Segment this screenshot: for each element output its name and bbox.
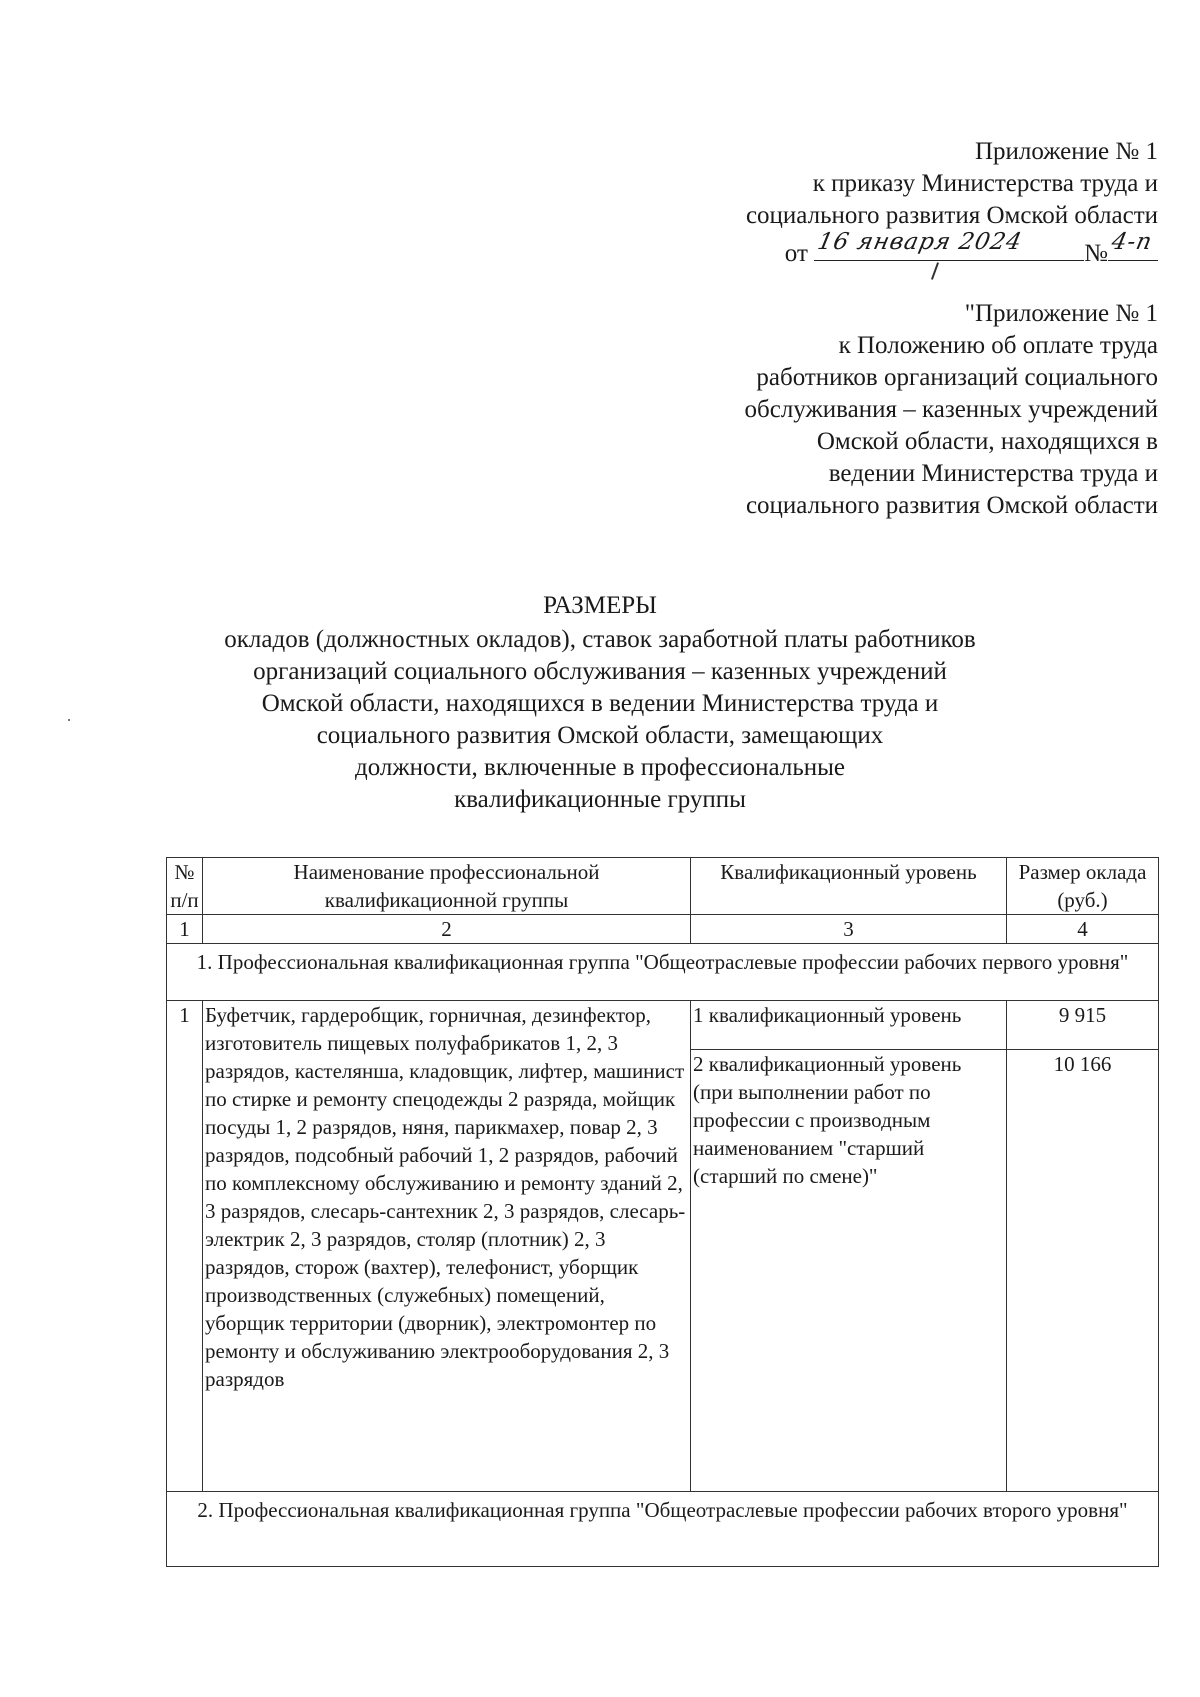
handwritten-date: 16 января 2024 [815,229,1025,255]
subtitle-line: Омской области, находящихся в ведении Министерства труда и [261,690,939,717]
subtitle-line: квалификационные группы [454,786,746,813]
group-heading: 2. Профессиональная квалификационная группа "Общеотраслевые профессии рабочих второго уровня" [167,1492,1159,1567]
number-underline [1108,229,1158,261]
regulation-header-line: обслуживания – казенных учреждений [744,396,1158,423]
subtitle-line: должности, включенные в профессиональные [354,754,846,781]
subtitle-line: социального развития Омской области, замещающих [316,722,884,749]
column-number-row [167,915,1159,944]
col-number: 4 [1007,915,1159,944]
date-underline [814,229,1084,261]
level-2: 2 квалификационный уровень (при выполнении работ по профессии с производным наименованием "старший (старший по смене)" [691,1049,1006,1190]
salary-2: 10 166 [1007,1049,1158,1078]
regulation-header-line: к Положению об оплате труда [838,332,1158,359]
order-header-line: Приложение № 1 [974,138,1158,165]
col-number: 2 [203,915,691,944]
document-title: РАЗМЕРЫ [543,592,657,619]
header-num: № п/п [167,858,203,915]
row-number: 1 [167,1001,203,1492]
group-heading-row [167,944,1159,1001]
positions-list: Буфетчик, гардеробщик, горничная, дезинфектор, изготовитель пищевых полуфабрикатов 1, 2, 3 разрядов, кастелянша, кладовщик, лифтер, машинист по стирке и ремонту спецодежды 2 разряда, мойщик посуды 1, 2 разрядов, няня, парикмахер, повар 2, 3 разрядов, подсобный рабочий 1, 2 разрядов, рабочий по комплексному обслуживанию и ремонту зданий 2, 3 разрядов, слесарь-сантехник 2, 3 разрядов, слесарь-электрик 2, 3 разрядов, столяр (плотник) 2, 3 разрядов, сторож (вахтер), телефонист, уборщик производственных (служебных) помещений, уборщик территории (дворник), электромонтер по ремонту и обслуживанию электрооборудования 2, 3 разрядов [203,1001,691,1492]
regulation-header [745,298,1158,522]
order-header-line: к приказу Министерства труда и [812,170,1158,197]
group-heading-row [167,1492,1159,1567]
regulation-header-line: Омской области, находящихся в [816,428,1158,455]
salary-1: 9 915 [1058,1003,1107,1027]
regulation-header-line: работников организаций социального [756,364,1158,391]
regulation-header-line: "Приложение № 1 [964,300,1158,327]
subtitle-line: окладов (должностных окладов), ставок заработной платы работников [224,626,976,653]
header-level: Квалификационный уровень [691,858,1007,915]
header-name: Наименование профессиональной квалификационной группы [203,858,691,915]
col-number: 1 [167,915,203,944]
salary-table [166,857,1159,1567]
number-prefix: № [1084,240,1108,267]
subtitle-line: организаций социального обслуживания – казенных учреждений [253,658,947,685]
col-number: 3 [691,915,1007,944]
scan-speck [68,719,70,721]
pen-mark [931,262,939,280]
order-header-line: социального развития Омской области [745,202,1158,229]
level-cell [691,1001,1007,1492]
document-subtitle [0,624,1200,816]
table-header-row [167,858,1159,915]
order-date-line [746,229,1158,270]
regulation-header-line: социального развития Омской области [745,492,1158,519]
salary-cell [1007,1001,1159,1492]
handwritten-number: 4-п [1109,229,1155,255]
group-heading: 1. Профессиональная квалификационная группа "Общеотраслевые профессии рабочих первого уровня" [167,944,1159,1001]
level-1: 1 квалификационный уровень [693,1003,962,1027]
regulation-header-line: ведении Министерства труда и [828,460,1158,487]
order-header [746,136,1158,270]
header-salary: Размер оклада (руб.) [1007,858,1159,915]
date-prefix: от [784,240,808,267]
table-row [167,1001,1159,1492]
